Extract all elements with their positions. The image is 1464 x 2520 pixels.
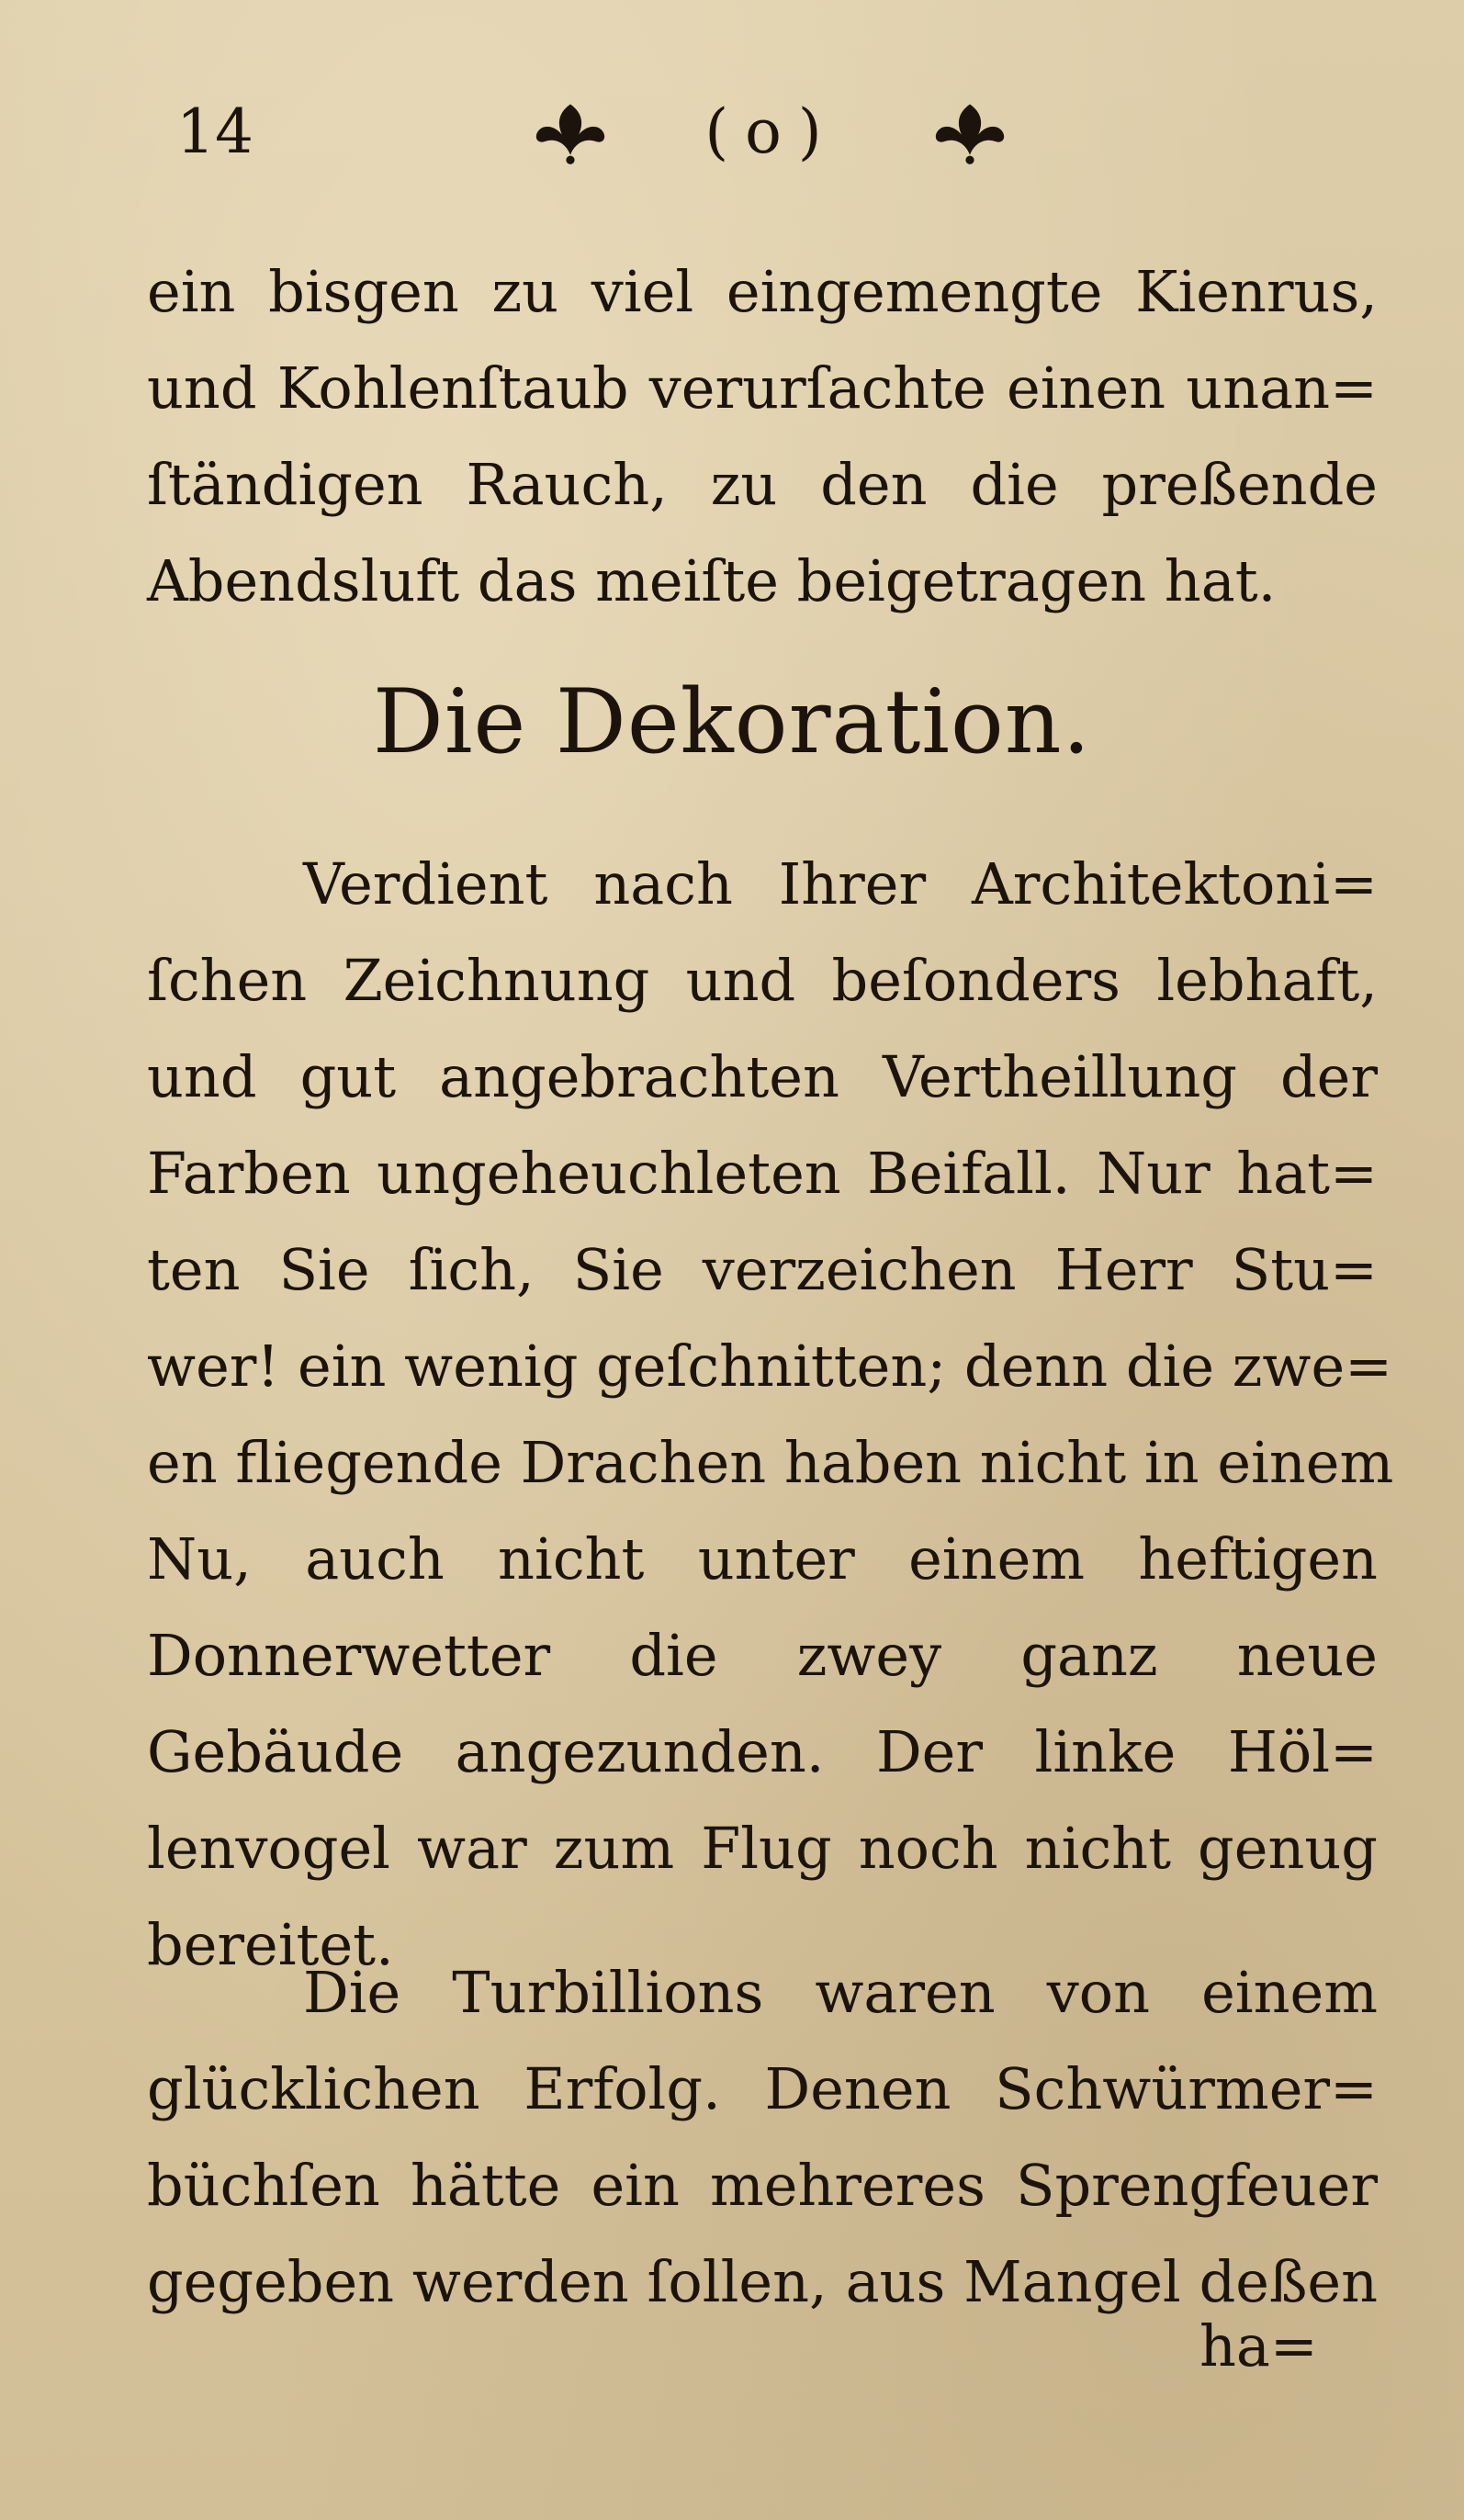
catchword: ha= bbox=[1199, 2312, 1318, 2379]
text-line: Donnerwetter die zwey ganz neue bbox=[147, 1622, 1378, 1689]
text-line: bereitet. bbox=[147, 1911, 394, 1978]
text-line: und Kohlenſtaub verurſachte einen unan= bbox=[147, 354, 1378, 422]
text-line: gegeben werden ſollen, aus Mangel deßen bbox=[147, 2248, 1378, 2315]
text-line: ein bisgen zu viel eingemengte Kienrus, bbox=[147, 258, 1378, 325]
text-line: Die Turbillions waren von einem bbox=[303, 1959, 1378, 2026]
text-line: lenvogel war zum Flug noch nicht genug bbox=[147, 1815, 1378, 1882]
paragraph-dekoration bbox=[147, 836, 1394, 1993]
section-heading: Die Dekoration. bbox=[372, 670, 1092, 773]
text-line: glücklichen Erfolg. Denen Schwürmer= bbox=[147, 2055, 1378, 2122]
page-header bbox=[0, 87, 1464, 188]
paragraph-turbillions bbox=[147, 1944, 1378, 2330]
page-number: 14 bbox=[176, 96, 253, 167]
text-line: ſtändigen Rauch, zu den die preßende bbox=[147, 451, 1378, 518]
text-line: wer! ein wenig geſchnitten; denn die zwe= bbox=[147, 1333, 1393, 1400]
text-line: büchſen hätte ein mehreres Sprengfeuer bbox=[147, 2152, 1378, 2219]
text-line: Nu, auch nicht unter einem heftigen bbox=[147, 1525, 1378, 1592]
text-line: Abendsluft das meiſte beigetragen hat. bbox=[147, 547, 1277, 614]
running-head: (o) bbox=[704, 96, 839, 167]
text-line: ſchen Zeichnung und beſonders lebhaft, bbox=[147, 947, 1378, 1014]
text-line: Verdient nach Ihrer Architektoni= bbox=[303, 850, 1378, 917]
text-line: Gebäude angezunden. Der linke Höl= bbox=[147, 1718, 1378, 1785]
paragraph-continuation bbox=[147, 243, 1378, 629]
fleuron-icon bbox=[928, 89, 1012, 174]
text-line: und gut angebrachten Vertheillung der bbox=[147, 1043, 1378, 1110]
fleuron-icon bbox=[528, 89, 613, 174]
text-line: ten Sie ſich, Sie verzeichen Herr Stu= bbox=[147, 1236, 1378, 1303]
text-line: Farben ungeheuchleten Beifall. Nur hat= bbox=[147, 1140, 1378, 1207]
text-line: en fliegende Drachen haben nicht in einem bbox=[147, 1429, 1394, 1496]
